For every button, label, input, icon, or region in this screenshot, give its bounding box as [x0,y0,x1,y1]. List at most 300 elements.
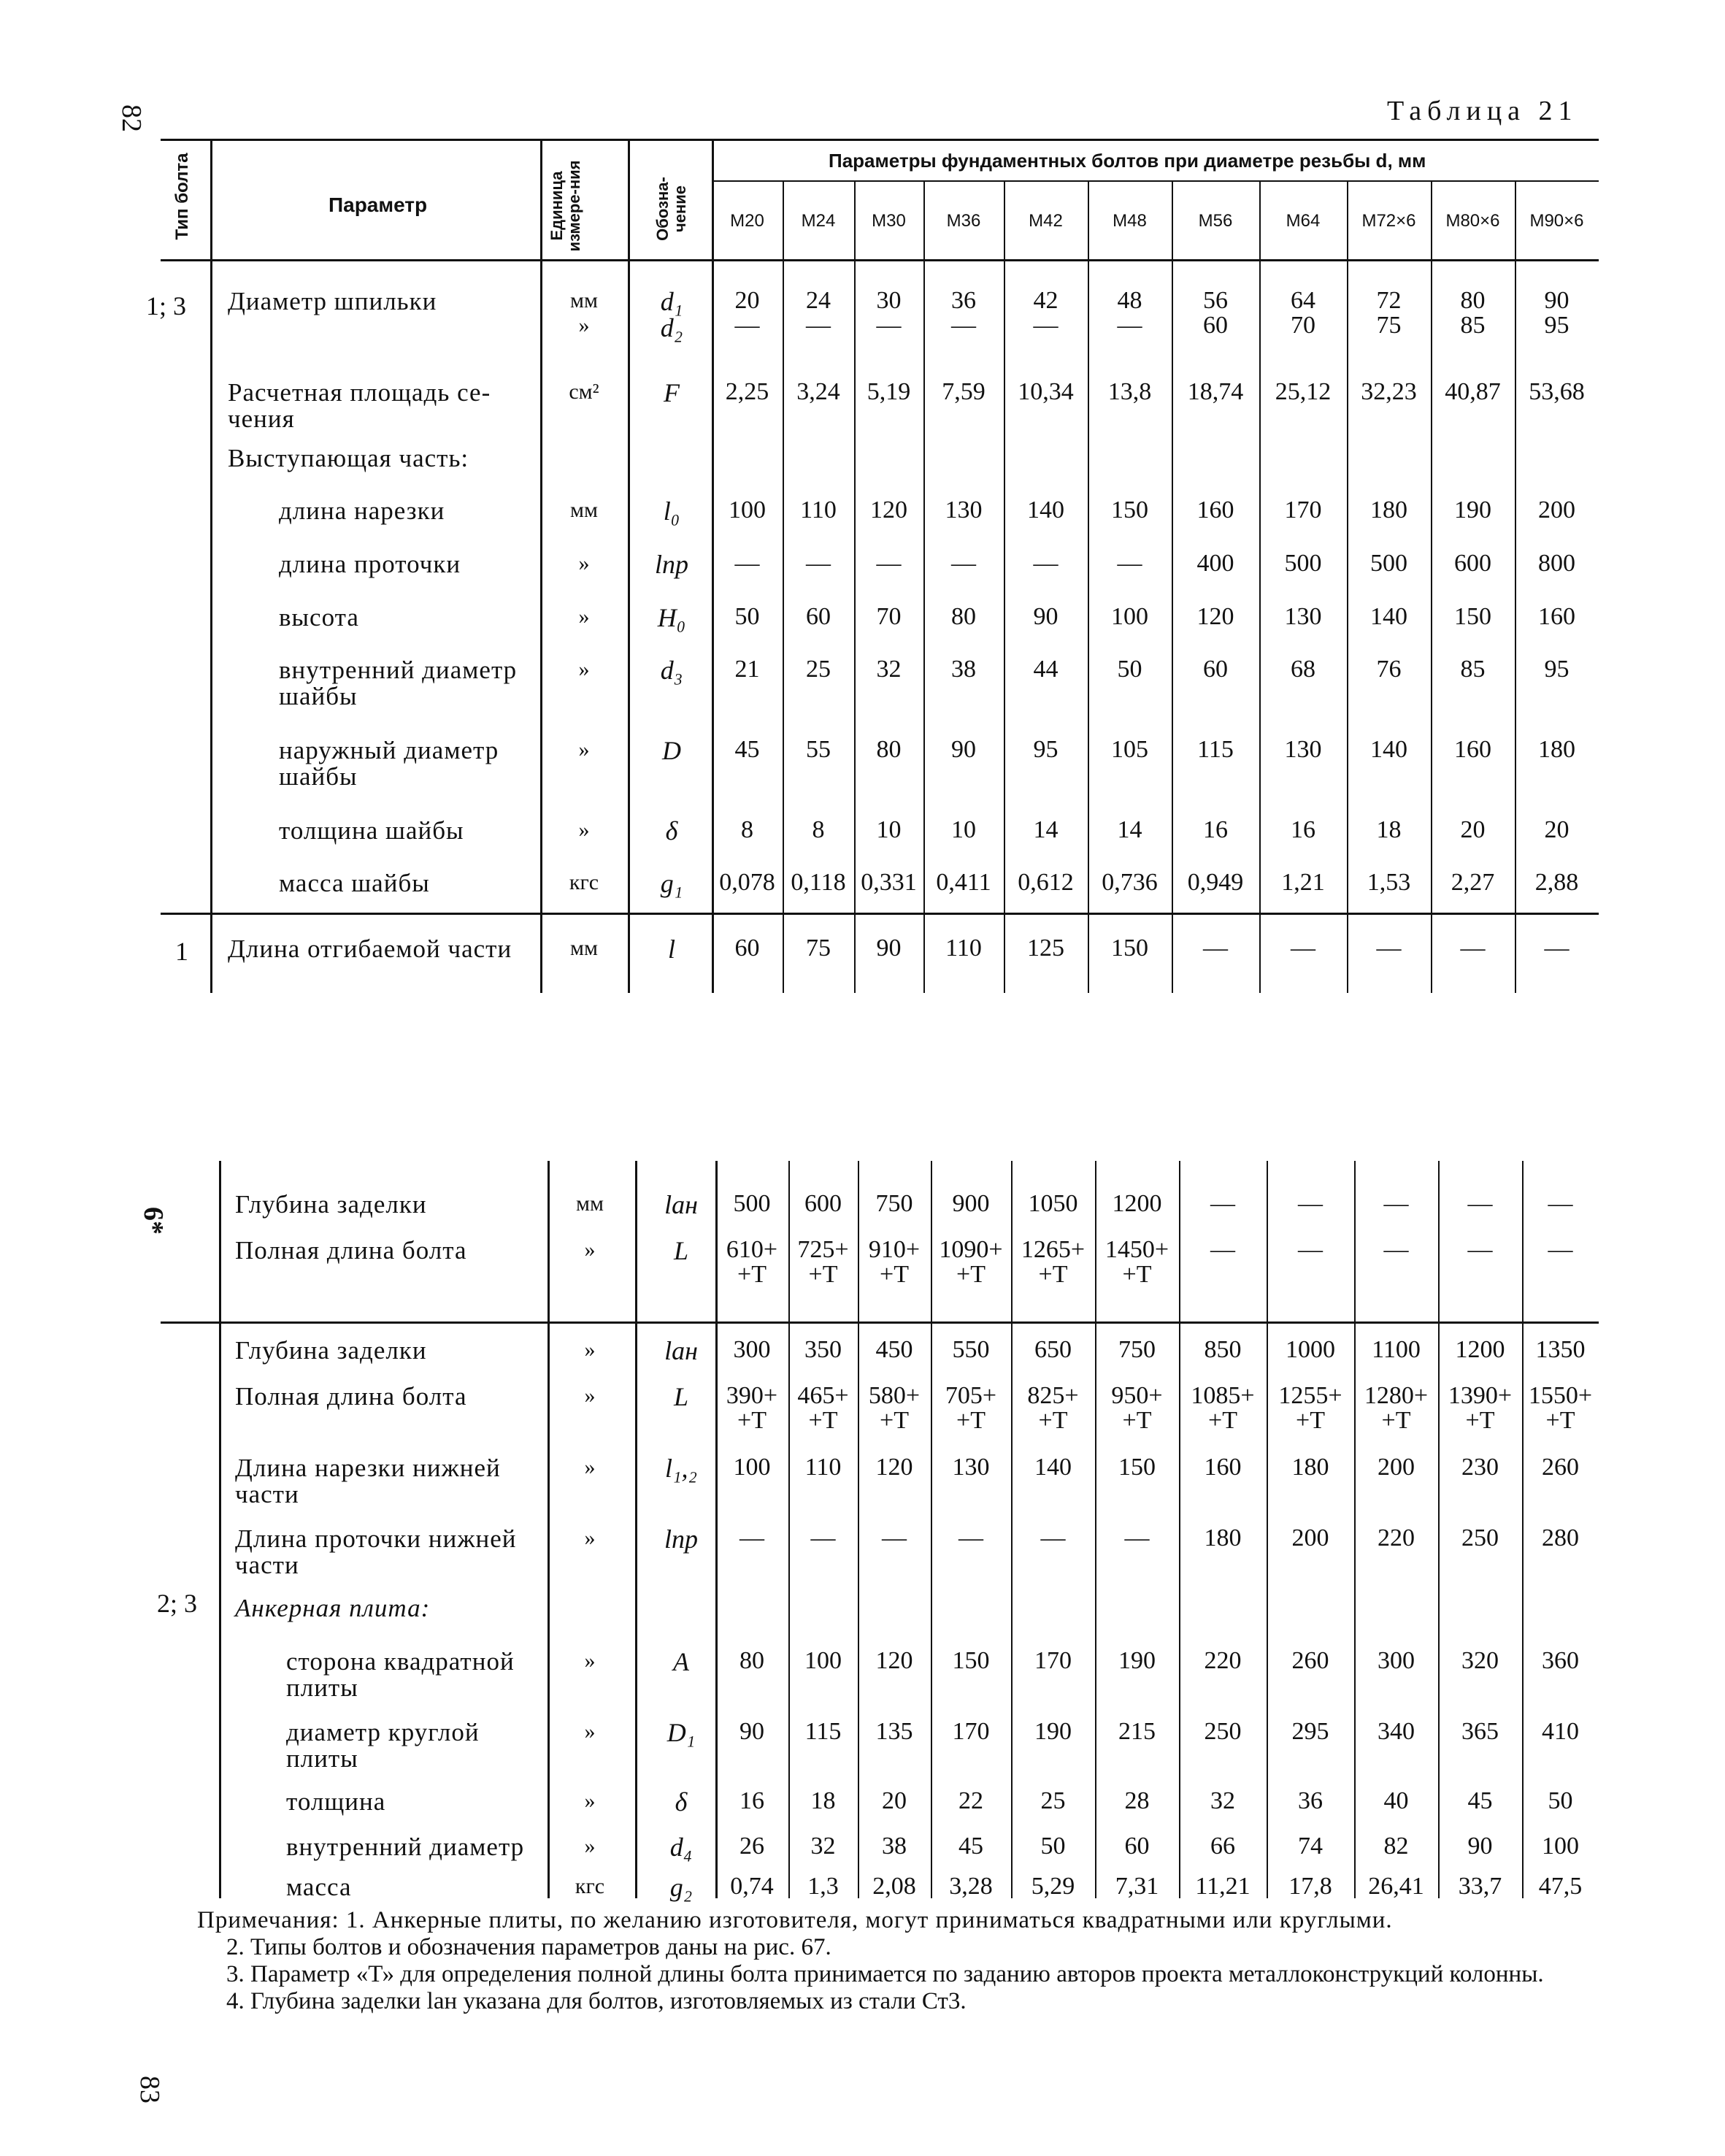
section4-row-1-value: 465+ +T [797,1382,849,1434]
section4-row-7-value: 45 [1467,1787,1493,1814]
section1-row-9-value: 1,21 [1281,869,1325,896]
grid-line [540,139,542,993]
section1-row-9-value: 0,949 [1187,869,1244,896]
section2-row-0-value: — [1460,935,1486,962]
section4-row-2-value: 140 [1034,1454,1072,1481]
section1-row-4-value: 400 [1196,550,1234,577]
header-param-col: Параметр [329,193,428,216]
section1-row-0-symbol: d₁ d₂ [660,287,683,342]
section3-row-0-value: — [1298,1190,1323,1217]
section4-row-3-value: 180 [1204,1524,1242,1551]
section4-row-2-value: 230 [1461,1454,1499,1481]
section1-row-1-value: 18,74 [1187,378,1244,405]
section4-row-2-unit: » [584,1455,596,1479]
section3-row-0-value: 600 [804,1190,842,1217]
section1-row-5-value: 50 [734,603,760,630]
section4-row-0-label: Глубина заделки [235,1336,427,1365]
section4-row-9-value: 2,08 [872,1873,916,1900]
section1-row-0-value: 20 — [734,287,760,339]
section1-row-4-value: 500 [1284,550,1322,577]
section1-row-8-value: 10 [876,816,902,843]
section4-row-8-value: 32 [810,1833,836,1860]
section3-row-0-label: Глубина заделки [235,1190,427,1219]
size-header-1: М24 [801,211,836,231]
section1-row-8-value: 14 [1117,816,1142,843]
section1-row-1-value: 40,87 [1445,378,1501,405]
section4-row-8-value: 82 [1383,1833,1409,1860]
section3-row-1-unit: » [584,1238,596,1262]
section4-row-6-value: 295 [1291,1718,1329,1745]
section3-row-1-value: — [1210,1236,1235,1263]
section1-row-1-label: Расчетная площадь се- чения [228,378,491,433]
size-header-9: М80×6 [1445,211,1500,231]
section3-row-1-value: 725+ +T [797,1236,849,1288]
size-header-8: М72×6 [1361,211,1416,231]
section1-row-7-value: 180 [1538,736,1575,763]
section3-row-1-symbol: L [673,1236,689,1265]
section4-row-9-value: 17,8 [1288,1873,1332,1900]
section4-row-5-value: 190 [1118,1647,1156,1674]
section3-row-0-symbol: lан [664,1190,698,1219]
section1-row-5-value: 90 [1033,603,1059,630]
section4-row-8-value: 26 [739,1833,764,1860]
section4-row-5-unit: » [584,1649,596,1673]
section4-row-9-value: 33,7 [1458,1873,1502,1900]
section1-row-4-value: — [951,550,976,577]
section4-row-7-label: толщина [286,1787,386,1816]
section1-row-7-value: 45 [734,736,760,763]
section4-row-3-value: — [958,1524,983,1551]
section4-row-0-value: 1350 [1535,1336,1586,1363]
section4-row-5-value: 120 [875,1647,913,1674]
section3-row-1-value: 1450+ +T [1104,1236,1169,1288]
section1-row-4-unit: » [578,551,590,575]
section1-row-6-value: 60 [1203,656,1228,683]
section1-row-5-value: 150 [1454,603,1491,630]
header-group-title: Параметры фундаментных болтов при диаметре резьбы d, мм [829,150,1426,172]
section1-row-0-value: 80 85 [1460,287,1486,339]
section1-row-8-symbol: δ [665,816,678,845]
section4-row-9-value: 47,5 [1538,1873,1583,1900]
section3-row-1-value: — [1298,1236,1323,1263]
grid-line [635,1161,637,1898]
section4-row-1-value: 1280+ +T [1364,1382,1429,1434]
section1-row-1-unit: см² [569,380,599,404]
section1-row-9-symbol: g₁ [660,869,683,898]
section1-row-8-value: 8 [812,816,825,843]
section4-row-8-unit: » [584,1834,596,1858]
section1-row-0-value: 48 — [1117,287,1142,339]
section2-row-0-value: — [1376,935,1402,962]
header-type-col: Тип болта [172,153,192,240]
section1-row-4-value: — [1033,550,1059,577]
section1-row-8-label: толщина шайбы [279,816,464,845]
section4-row-1-label: Полная длина болта [235,1382,467,1411]
section4-row-1-value: 1390+ +T [1448,1382,1513,1434]
section4-row-8-symbol: d₄ [669,1833,693,1862]
section4-row-9-label: масса [286,1873,352,1901]
section1-row-7-symbol: D [662,736,681,765]
section1-row-9-value: 0,078 [719,869,775,896]
section4-row-0-value: 1000 [1286,1336,1335,1363]
section4-row-5-value: 220 [1204,1647,1242,1674]
grid-line [210,139,212,993]
section3-row-0-value: — [1467,1190,1493,1217]
section4-row-3-value: — [882,1524,907,1551]
section1-row-7-value: 105 [1111,736,1148,763]
grid-line [219,1161,221,1898]
section1-row-7-value: 55 [806,736,831,763]
section4-row-7-value: 28 [1124,1787,1150,1814]
section1-row-8-value: 8 [741,816,753,843]
section4-row-9-value: 0,74 [730,1873,774,1900]
section2-type: 1 [175,937,188,966]
section3-row-1-value: 1265+ +T [1021,1236,1086,1288]
section1-row-0-value: 72 75 [1376,287,1402,339]
section4-row-2-label: Длина нарезки нижней части [235,1454,501,1508]
section4-row-7-unit: » [584,1789,596,1813]
section4-row-3-value: — [810,1524,836,1551]
section4-row-7-value: 20 [882,1787,907,1814]
section4-row-3-value: — [739,1524,764,1551]
section1-row-1-value: 3,24 [796,378,840,405]
section4-row-0-value: 300 [733,1336,771,1363]
section4-row-7-value: 18 [810,1787,836,1814]
section3-row-0-value: — [1210,1190,1235,1217]
section4-row-2-value: 100 [733,1454,771,1481]
section1-row-9-unit: кгс [569,870,599,894]
section4-row-9-value: 11,21 [1195,1873,1250,1900]
section1-row-9-label: масса шайбы [279,869,430,897]
section1-row-4-symbol: lпр [654,550,688,579]
header-bottom-rule [161,259,1599,261]
section1-row-8-value: 16 [1203,816,1228,843]
section4-row-5-value: 150 [952,1647,990,1674]
section4-row-5-value: 170 [1034,1647,1072,1674]
section1-row-3-unit: мм [570,498,598,522]
section1-row-3-value: 120 [870,496,907,523]
section1-row-6-label: внутренний диаметр шайбы [279,656,518,710]
section4-row-6-value: 250 [1204,1718,1242,1745]
section4-row-5-value: 360 [1542,1647,1579,1674]
section1-row-1-value: 5,19 [867,378,911,405]
note-1: Примечания: 1. Анкерные плиты, по желанию изготовителя, могут приниматься квадратными или круглыми. [197,1907,1393,1933]
table-title: Таблица 21 [1387,96,1578,126]
section4-row-1-unit: » [584,1384,596,1408]
section1-row-3-value: 110 [800,496,837,523]
section1-row-6-value: 44 [1033,656,1059,683]
section4-row-6-value: 115 [804,1718,842,1745]
section-rule-2 [161,1321,1599,1324]
section4-row-1-value: 950+ +T [1111,1382,1163,1434]
section3-row-1-label: Полная длина болта [235,1236,467,1265]
section3-row-1-value: — [1548,1236,1573,1263]
section1-row-8-value: 18 [1376,816,1402,843]
section3-row-1-value: 910+ +T [868,1236,921,1288]
section4-row-5-value: 100 [804,1647,842,1674]
section-rule [161,913,1599,915]
section1-row-6-value: 95 [1544,656,1570,683]
section4-row-7-value: 25 [1040,1787,1066,1814]
section3-type-marker: 6* [138,1207,169,1235]
section1-row-5-value: 140 [1370,603,1407,630]
section1-type: 1; 3 [146,291,187,321]
section1-row-5-value: 100 [1111,603,1148,630]
section1-row-7-unit: » [578,737,590,761]
section1-row-6-value: 21 [734,656,760,683]
section1-row-3-value: 190 [1454,496,1491,523]
section1-row-1-value: 53,68 [1529,378,1585,405]
section4-row-6-symbol: D₁ [666,1718,696,1747]
size-header-3: М36 [946,211,981,231]
section4-row-8-value: 50 [1040,1833,1066,1860]
section4-row-1-value: 1255+ +T [1278,1382,1342,1434]
section1-row-0-value: 24 — [806,287,831,339]
section1-row-9-value: 1,53 [1367,869,1411,896]
section4-row-0-value: 850 [1204,1336,1242,1363]
section4-row-7-value: 22 [958,1787,983,1814]
note-4: 4. Глубина заделки lан указана для болтов, изготовляемых из стали Ст3. [226,1988,967,2014]
section1-row-6-unit: » [578,657,590,681]
section4-row-0-value: 450 [875,1336,913,1363]
section4-row-1-value: 1550+ +T [1528,1382,1593,1434]
section1-row-6-value: 50 [1117,656,1142,683]
size-header-0: М20 [730,211,764,231]
section2-row-0-value: 150 [1111,935,1148,962]
section4-row-5-value: 260 [1291,1647,1329,1674]
section4-row-6-value: 340 [1378,1718,1415,1745]
section4-row-1-symbol: L [673,1382,689,1411]
section1-row-9-value: 2,88 [1534,869,1579,896]
section2-row-0-unit: мм [570,936,598,960]
section3-row-0-value: 750 [875,1190,913,1217]
section4-row-1-value: 825+ +T [1027,1382,1079,1434]
section2-row-0-label: Длина отгибаемой части [228,935,512,963]
section1-row-0-value: 56 60 [1203,287,1228,339]
section1-row-5-value: 60 [806,603,831,630]
section1-row-8-value: 16 [1291,816,1315,843]
section1-row-3-value: 160 [1196,496,1234,523]
section1-row-6-value: 38 [951,656,976,683]
section4-row-0-value: 550 [952,1336,990,1363]
section1-row-7-value: 160 [1454,736,1491,763]
section1-row-1-value: 2,25 [725,378,769,405]
section1-row-0-value: 64 70 [1291,287,1315,339]
section4-row-8-value: 66 [1210,1833,1235,1860]
section4-row-2-value: 160 [1204,1454,1242,1481]
section1-row-5-value: 80 [951,603,976,630]
section1-row-7-label: наружный диаметр шайбы [279,736,499,791]
section1-row-5-value: 120 [1196,603,1234,630]
section4-row-0-value: 350 [804,1336,842,1363]
section4-row-7-value: 40 [1383,1787,1409,1814]
section4-row-9-unit: кгс [575,1874,605,1898]
section1-row-4-label: длина проточки [279,550,461,578]
section4-row-6-unit: » [584,1719,596,1743]
section1-row-5-value: 70 [876,603,902,630]
section4-row-8-value: 45 [958,1833,983,1860]
size-header-6: М56 [1198,211,1233,231]
section4-row-3-value: — [1040,1524,1066,1551]
section4-row-0-value: 650 [1034,1336,1072,1363]
section1-row-9-value: 2,27 [1451,869,1495,896]
section4-row-2-value: 150 [1118,1454,1156,1481]
section2-row-0-value: 110 [945,935,982,962]
section4-row-4-label: Анкерная плита: [235,1594,431,1622]
section1-row-6-value: 85 [1460,656,1486,683]
section1-row-9-value: 0,118 [791,869,846,896]
section1-row-0-value: 42 — [1033,287,1059,339]
section2-row-0-value: 90 [876,935,902,962]
section1-row-9-value: 0,736 [1102,869,1158,896]
section4-row-1-value: 1085+ +T [1191,1382,1255,1434]
page-number-top: 82 [116,104,147,132]
section1-row-4-value: — [806,550,831,577]
section4-row-1-value: 705+ +T [945,1382,997,1434]
section1-row-7-value: 90 [951,736,976,763]
section4-row-6-value: 215 [1118,1718,1156,1745]
section1-row-8-value: 14 [1033,816,1059,843]
section1-row-6-value: 32 [876,656,902,683]
section4-row-0-value: 1100 [1372,1336,1421,1363]
section1-row-1-value: 32,23 [1361,378,1417,405]
section2-row-0-value: 125 [1027,935,1064,962]
section4-row-8-value: 60 [1124,1833,1150,1860]
section1-row-3-value: 140 [1027,496,1064,523]
size-header-2: М30 [872,211,906,231]
section3-row-0-value: — [1548,1190,1573,1217]
section1-row-3-label: длина нарезки [279,496,445,525]
section4-row-9-value: 7,31 [1115,1873,1159,1900]
section4-row-7-value: 36 [1298,1787,1323,1814]
section4-row-2-value: 180 [1291,1454,1329,1481]
section4-row-6-label: диаметр круглой плиты [286,1718,480,1773]
section4-row-2-value: 110 [804,1454,842,1481]
section4-row-0-value: 750 [1118,1336,1156,1363]
size-header-5: М48 [1113,211,1147,231]
section4-row-2-value: 200 [1378,1454,1415,1481]
note-2: 2. Типы болтов и обозначения параметров даны на рис. 67. [226,1934,831,1960]
section4-row-7-value: 32 [1210,1787,1235,1814]
section4-row-3-value: 250 [1461,1524,1499,1551]
section2-row-0-symbol: l [667,935,675,964]
size-header-4: М42 [1029,211,1063,231]
section4-row-2-value: 130 [952,1454,990,1481]
section1-row-8-value: 10 [951,816,976,843]
header-top-rule [161,139,1599,141]
section1-row-4-value: 800 [1538,550,1575,577]
section4-row-5-value: 300 [1378,1647,1415,1674]
section1-row-3-value: 100 [729,496,766,523]
section2-row-0-value: — [1203,935,1228,962]
section1-row-3-value: 170 [1284,496,1322,523]
page-number-bottom: 83 [134,2076,165,2103]
section4-row-8-value: 74 [1298,1833,1323,1860]
section1-row-9-value: 0,331 [861,869,917,896]
section1-row-5-value: 160 [1538,603,1575,630]
section1-row-0-value: 36 — [951,287,976,339]
section1-row-6-value: 68 [1291,656,1315,683]
section1-row-3-value: 200 [1538,496,1575,523]
grid-line [628,139,630,993]
section1-row-7-value: 140 [1370,736,1407,763]
section4-row-2-value: 260 [1542,1454,1579,1481]
section1-row-3-value: 150 [1111,496,1148,523]
section4-row-5-label: сторона квадратной плиты [286,1647,515,1702]
section4-row-3-value: 200 [1291,1524,1329,1551]
section4-row-7-value: 50 [1548,1787,1573,1814]
section1-row-1-value: 10,34 [1018,378,1074,405]
section1-row-4-value: 600 [1454,550,1491,577]
section3-row-0-value: 1050 [1028,1190,1078,1217]
size-header-10: М90×6 [1529,211,1584,231]
section4-row-7-symbol: δ [675,1787,688,1817]
section4-row-5-symbol: A [673,1647,689,1676]
section4-row-6-value: 365 [1461,1718,1499,1745]
section1-row-8-value: 20 [1544,816,1570,843]
section1-row-7-value: 95 [1033,736,1059,763]
section3-row-1-value: — [1467,1236,1493,1263]
section1-row-5-value: 130 [1284,603,1322,630]
section4-row-2-symbol: l₁,₂ [664,1454,698,1483]
section1-row-6-value: 76 [1376,656,1402,683]
section1-row-0-label: Диаметр шпильки [228,287,437,315]
section1-row-1-symbol: F [664,378,680,407]
section1-row-5-label: высота [279,603,359,632]
section3-row-0-value: 1200 [1112,1190,1162,1217]
section1-row-5-symbol: H₀ [657,603,686,632]
section4-row-8-label: внутренний диаметр [286,1833,525,1861]
section1-row-7-value: 115 [1197,736,1234,763]
section4-row-6-value: 90 [739,1718,764,1745]
section1-row-7-value: 80 [876,736,902,763]
section1-row-9-value: 0,612 [1018,869,1074,896]
section4-row-9-value: 26,41 [1368,1873,1424,1900]
section4-row-9-value: 3,28 [949,1873,993,1900]
section1-row-0-value: 90 95 [1544,287,1570,339]
section4-row-3-value: 280 [1542,1524,1579,1551]
section4-row-6-value: 135 [875,1718,913,1745]
section4-row-7-value: 16 [739,1787,764,1814]
section1-row-4-value: 500 [1370,550,1407,577]
section4-row-2-value: 120 [875,1454,913,1481]
section3-row-0-value: 900 [952,1190,990,1217]
section4-row-3-value: — [1124,1524,1150,1551]
section1-row-5-unit: » [578,605,590,629]
section4-row-0-symbol: lан [664,1336,698,1365]
section2-row-0-value: 60 [734,935,760,962]
section1-row-4-value: — [1117,550,1142,577]
section2-row-0-value: — [1544,935,1570,962]
section4-row-0-unit: » [584,1338,596,1362]
section1-row-8-value: 20 [1460,816,1486,843]
section3-row-1-value: 1090+ +T [939,1236,1003,1288]
section2-row-0-value: 75 [806,935,831,962]
section4-row-8-value: 100 [1542,1833,1579,1860]
grid-line [548,1161,550,1898]
section4-row-8-value: 38 [882,1833,907,1860]
section1-row-3-value: 180 [1370,496,1407,523]
section3-row-0-unit: мм [576,1192,604,1216]
header-group-rule [712,180,1599,182]
section4-row-9-value: 1,3 [807,1873,839,1900]
section1-row-4-value: — [734,550,760,577]
section4-row-5-value: 80 [739,1647,764,1674]
section4-row-9-value: 5,29 [1031,1873,1075,1900]
section4-row-6-value: 190 [1034,1718,1072,1745]
section1-row-4-value: — [876,550,902,577]
section1-row-7-value: 130 [1284,736,1322,763]
